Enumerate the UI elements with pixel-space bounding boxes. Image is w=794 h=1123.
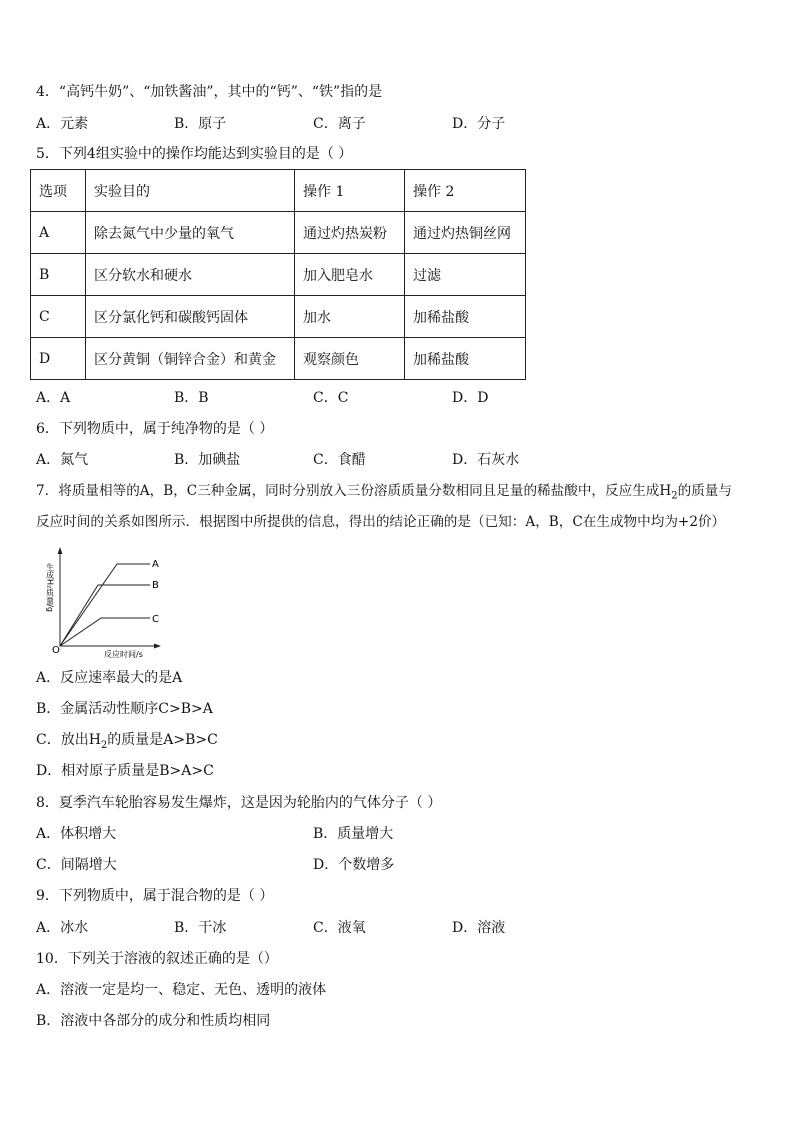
curve-label-b: B <box>152 580 159 591</box>
table-header-row <box>31 170 526 212</box>
table-cell: 通过灼热铜丝网 <box>405 212 526 254</box>
table-header-cell: 选项 <box>31 170 86 212</box>
table-cell: B <box>31 254 86 296</box>
q5-option-c: C．C <box>313 390 349 406</box>
curve-c <box>60 618 150 646</box>
subscript: 2 <box>100 739 108 751</box>
table-cell: 加水 <box>295 296 405 338</box>
table-cell: 除去氮气中少量的氧气 <box>86 212 295 254</box>
q9-option-b: B．干冰 <box>174 920 227 936</box>
q4-option-b: B．原子 <box>174 116 227 132</box>
question-4-stem: 4．“高钙牛奶”、“加铁酱油”，其中的“钙”、“铁”指的是 <box>36 84 383 100</box>
question-9-stem: 9．下列物质中，属于混合物的是（ ） <box>36 888 274 904</box>
question-6-stem: 6．下列物质中，属于纯净物的是（ ） <box>36 421 274 437</box>
table-cell: 加入肥皂水 <box>295 254 405 296</box>
table-cell: 区分氯化钙和碳酸钙固体 <box>86 296 295 338</box>
table-header-cell: 操作 1 <box>295 170 405 212</box>
x-axis-label: 反应时间/s <box>104 650 143 659</box>
y-axis-label: 生成H₂质量/g <box>45 563 55 612</box>
q8-option-a: A．体积增大 <box>36 826 117 842</box>
x-axis-arrow <box>154 644 161 649</box>
q7-stem-text: 7．将质量相等的A，B，C三种金属，同时分别放入三份溶质质量分数相同且足量的稀盐酸中，反应生成H <box>36 483 672 499</box>
table-header-cell: 实验目的 <box>86 170 295 212</box>
q10-option-a: A．溶液一定是均一、稳定、无色、透明的液体 <box>36 982 327 998</box>
question-8-stem: 8．夏季汽车轮胎容易发生爆炸，这是因为轮胎内的气体分子（ ） <box>36 795 442 811</box>
q5-option-a: A．A <box>36 390 71 406</box>
q9-option-d: D．溶液 <box>452 920 506 936</box>
q6-option-a: A．氮气 <box>36 452 89 468</box>
q10-option-b: B．溶液中各部分的成分和性质均相同 <box>36 1013 271 1029</box>
q7-stem-text: 的质量与 <box>677 483 732 499</box>
option-text: C．放出H <box>36 732 101 748</box>
table-cell: 通过灼热炭粉 <box>295 212 405 254</box>
table-cell: 区分软水和硬水 <box>86 254 295 296</box>
experiment-table <box>30 169 526 380</box>
table-cell: 观察颜色 <box>295 338 405 380</box>
table-cell: D <box>31 338 86 380</box>
table-cell: A <box>31 212 86 254</box>
q5-option-b: B．B <box>174 390 209 406</box>
subscript: 2 <box>671 490 678 502</box>
y-axis-arrow <box>58 547 63 554</box>
table-cell: C <box>31 296 86 338</box>
curve-label-c: C <box>152 614 159 625</box>
q4-option-d: D．分子 <box>452 116 506 132</box>
q6-option-b: B．加碘盐 <box>174 452 241 468</box>
q8-option-c: C．间隔增大 <box>36 857 117 873</box>
q7-option-a: A．反应速率最大的是A <box>36 670 183 686</box>
table-row <box>31 212 526 254</box>
q7-option-b: B．金属活动性顺序C>B>A <box>36 701 213 717</box>
table-row <box>31 338 526 380</box>
origin-label: O <box>52 645 60 656</box>
table-cell: 加稀盐酸 <box>405 338 526 380</box>
curve-label-a: A <box>152 559 159 570</box>
question-7-stem-line-2: 反应时间的关系如图所示．根据图中所提供的信息，得出的结论正确的是（已知：A，B，C在生成物中均为+2价） <box>36 514 726 530</box>
question-7-stem-line-1 <box>36 481 732 507</box>
option-text: 的质量是A>B>C <box>107 732 218 748</box>
table-cell: 过滤 <box>405 254 526 296</box>
curve-a <box>60 564 150 646</box>
table-cell: 加稀盐酸 <box>405 296 526 338</box>
table-header-cell: 操作 2 <box>405 170 526 212</box>
table-row <box>31 296 526 338</box>
question-10-stem: 10．下列关于溶液的叙述正确的是（） <box>36 951 278 967</box>
reaction-graph <box>40 545 180 660</box>
q7-option-d: D．相对原子质量是B>A>C <box>36 763 214 779</box>
q5-option-d: D．D <box>452 390 489 406</box>
q4-option-a: A．元素 <box>36 116 89 132</box>
q9-option-a: A．冰水 <box>36 920 89 936</box>
q4-option-c: C．离子 <box>313 116 366 132</box>
q6-option-c: C．食醋 <box>313 452 366 468</box>
q7-option-c <box>36 730 218 756</box>
table-cell: 区分黄铜（铜锌合金）和黄金 <box>86 338 295 380</box>
q9-option-c: C．液氧 <box>313 920 366 936</box>
q6-option-d: D．石灰水 <box>452 452 520 468</box>
table-row <box>31 254 526 296</box>
question-5-stem: 5．下列4组实验中的操作均能达到实验目的是（ ） <box>36 146 353 162</box>
q8-option-d: D．个数增多 <box>313 857 395 873</box>
q8-option-b: B．质量增大 <box>313 826 394 842</box>
